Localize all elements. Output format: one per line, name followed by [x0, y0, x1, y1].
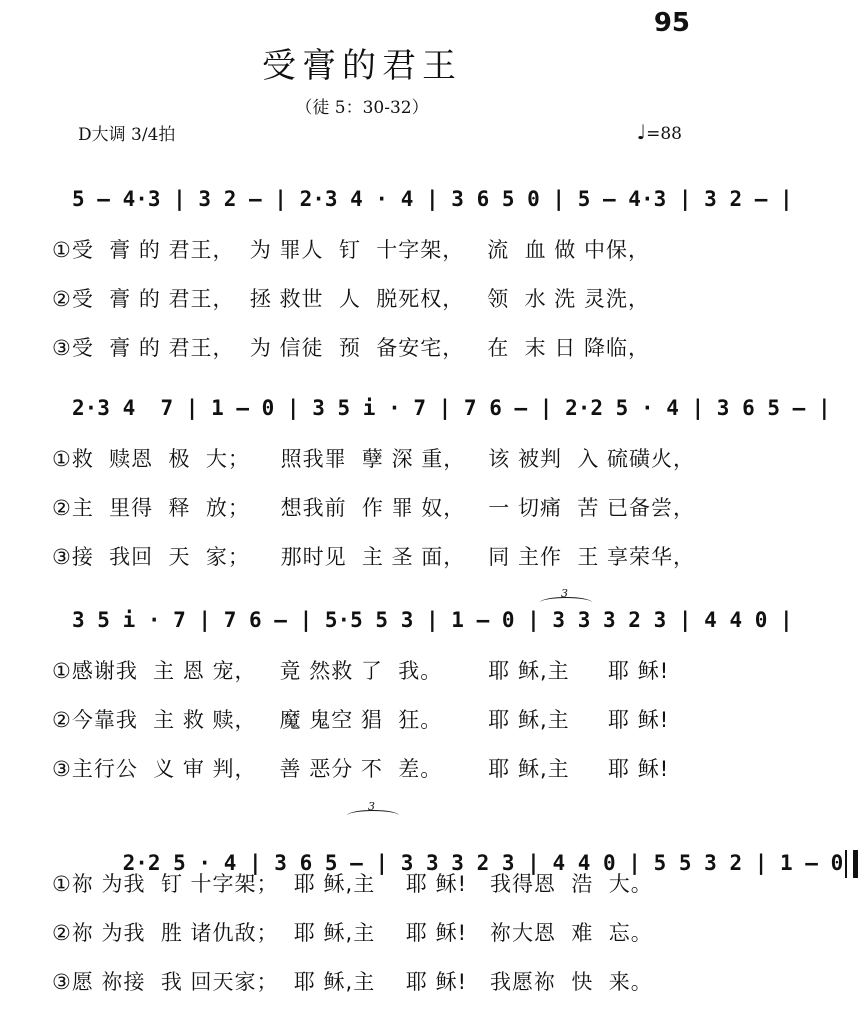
final-barline	[845, 850, 858, 878]
lyric-verse-1: ①感谢我 主 恩 宠， 竟 然救 了 我。 耶 稣,主 耶 稣!	[52, 659, 670, 683]
scripture-reference: （徒 5：30-32）	[295, 98, 429, 118]
lyric-verse-1: ①救 赎恩 极 大； 照我罪 孽 深 重， 该 被判 入 硫磺火，	[52, 447, 696, 471]
triplet-mark: 3	[368, 800, 375, 813]
music-system-2	[0, 393, 831, 583]
lyric-verse-2: ②祢 为我 胜 诸仇敌； 耶 稣,主 耶 稣! 祢大恩 难 忘。	[52, 921, 653, 945]
jianpu-notation	[72, 818, 858, 875]
music-system-4	[0, 800, 844, 1008]
music-system-1	[0, 184, 793, 374]
lyric-verse-3: ③主行公 义 审 判， 善 恶分 不 差。 耶 稣,主 耶 稣!	[52, 757, 670, 781]
jianpu-notation: 5 – 4·3 | 3 2 – | 2·3 4 · 4 | 3 6 5 0 | 5 – 4·3 | 3 2 – |	[72, 187, 793, 211]
quarter-note-icon: ♩	[636, 120, 647, 144]
jianpu-notation: 3 5 i · 7 | 7 6 – | 5·5 5 3 | 1 – 0 | 3 3 3 2 3 | 4 4 0 |	[72, 608, 793, 632]
jianpu-notation: 2·3 4 7 | 1 – 0 | 3 5 i · 7 | 7 6 – | 2·2 5 · 4 | 3 6 5 – |	[72, 396, 831, 420]
lyric-verse-3: ③受 膏 的 君王， 为 信徒 预 备安宅， 在 末 日 降临，	[52, 336, 650, 360]
lyric-verse-1: ①祢 为我 钉 十字架； 耶 稣,主 耶 稣! 我得恩 浩 大。	[52, 872, 653, 896]
lyric-verse-3: ③接 我回 天 家； 那时见 主 圣 面， 同 主作 王 享荣华，	[52, 545, 696, 569]
lyric-verse-3: ③愿 祢接 我 回天家； 耶 稣,主 耶 稣! 我愿祢 快 来。	[52, 970, 653, 994]
key-signature: D大调 3/4拍	[78, 125, 176, 145]
lyric-verse-2: ②受 膏 的 君王， 拯 救世 人 脱死权， 领 水 洗 灵洗，	[52, 287, 650, 311]
lyric-verse-2: ②今靠我 主 救 赎， 魔 鬼空 猖 狂。 耶 稣,主 耶 稣!	[52, 708, 670, 732]
tempo-marking	[637, 120, 682, 144]
lyric-verse-2: ②主 里得 释 放； 想我前 作 罪 奴， 一 切痛 苦 已备尝，	[52, 496, 696, 520]
music-system-3	[0, 587, 793, 795]
jianpu-notes: 2·2 5 · 4 | 3 6 5 – | 3 3 3 2 3 | 4 4 0 | 5 5 3 2 | 1 – 0	[122, 851, 844, 875]
song-title: 受膏的君王	[262, 46, 462, 86]
page-number: 95	[653, 8, 690, 38]
triplet-mark: 3	[561, 587, 568, 600]
lyric-verse-1: ①受 膏 的 君王， 为 罪人 钉 十字架， 流 血 做 中保，	[52, 238, 650, 262]
tempo-value: =88	[646, 124, 682, 144]
